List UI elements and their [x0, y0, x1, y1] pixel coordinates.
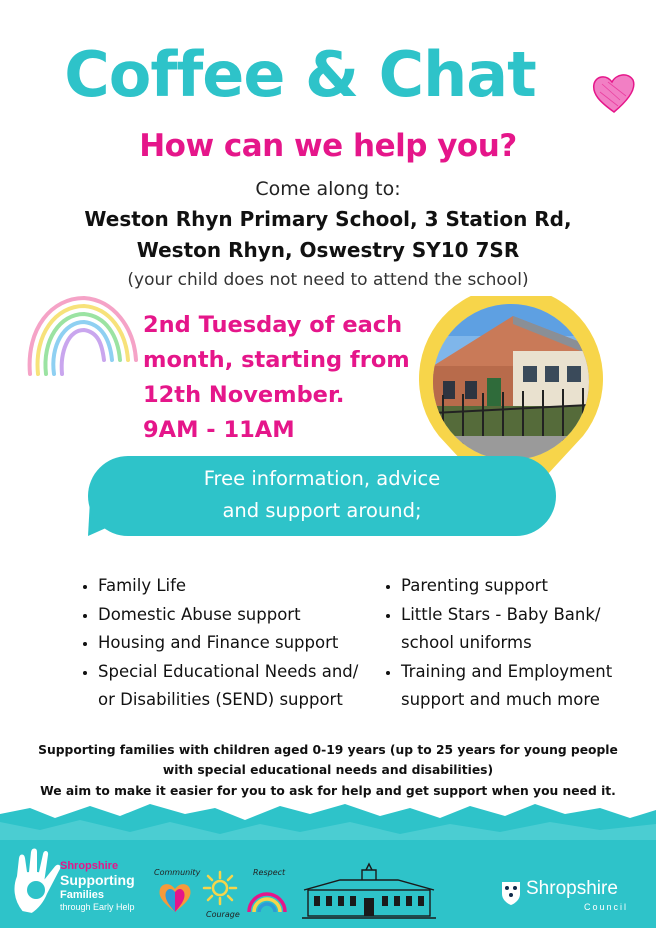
address-note: (your child does not need to attend the school) [127, 270, 529, 290]
council-crest-icon [500, 880, 522, 906]
schedule [143, 308, 410, 448]
heart-hands-icon [156, 880, 194, 914]
community-logo [150, 868, 200, 924]
schedule-time: 9AM - 11AM [143, 417, 295, 443]
council-sub: Council [584, 902, 629, 912]
rainbow-icon [22, 288, 140, 380]
address-line-1: Weston Rhyn Primary School, 3 Station Rd, [84, 207, 572, 231]
respect-logo [243, 868, 291, 924]
ssf-line-4: through Early Help [60, 902, 135, 912]
schedule-line-1: 2nd Tuesday of each [143, 312, 403, 338]
list-item: • Little Stars - Baby Bank/ school uniforms [401, 601, 643, 658]
council-name: Shropshire [526, 878, 618, 899]
shropshire-council-logo [492, 872, 642, 918]
sun-icon [202, 870, 238, 906]
page-subtitle: How can we help you? [139, 128, 517, 164]
footer-line-2: with special educational needs and disabilities) [162, 763, 494, 777]
courage-label: Courage [206, 910, 240, 919]
footer-line-1: Supporting families with children aged 0-19 years (up to 25 years for young people [38, 743, 618, 757]
supporting-families-logo [8, 846, 150, 918]
rainbow-small-icon [245, 880, 289, 914]
community-label: Community [154, 868, 201, 877]
list-item: • Training and Employment support and much more [401, 658, 643, 715]
ssf-line-1: Shropshire [60, 860, 119, 872]
footer-line-3: We aim to make it easier for you to ask for help and get support when you need it. [40, 784, 616, 798]
support-list-left [80, 572, 380, 715]
list-item: • Special Educational Needs and/ or Disabilities (SEND) support [98, 658, 380, 715]
list-item: • Parenting support [401, 572, 643, 601]
info-bubble [88, 456, 556, 536]
intro-text: Come along to: [255, 178, 401, 200]
support-list-right [383, 572, 643, 715]
ssf-line-3: Families [60, 889, 105, 901]
bubble-line-1: Free information, advice [203, 467, 441, 490]
respect-label: Respect [253, 868, 286, 877]
bubble-line-2: and support around; [222, 499, 422, 522]
page-title: Coffee & Chat [64, 38, 536, 111]
schedule-line-3: 12th November. [143, 382, 345, 408]
hand-icon [8, 846, 68, 916]
schedule-line-2: month, starting from [143, 347, 410, 373]
school-building-icon [300, 862, 438, 922]
list-item: • Housing and Finance support [98, 629, 380, 658]
list-item: • Domestic Abuse support [98, 601, 380, 630]
list-item: • Family Life [98, 572, 380, 601]
courage-logo [198, 866, 242, 926]
ssf-line-2: Supporting [60, 872, 135, 888]
address-line-2: Weston Rhyn, Oswestry SY10 7SR [136, 238, 520, 262]
